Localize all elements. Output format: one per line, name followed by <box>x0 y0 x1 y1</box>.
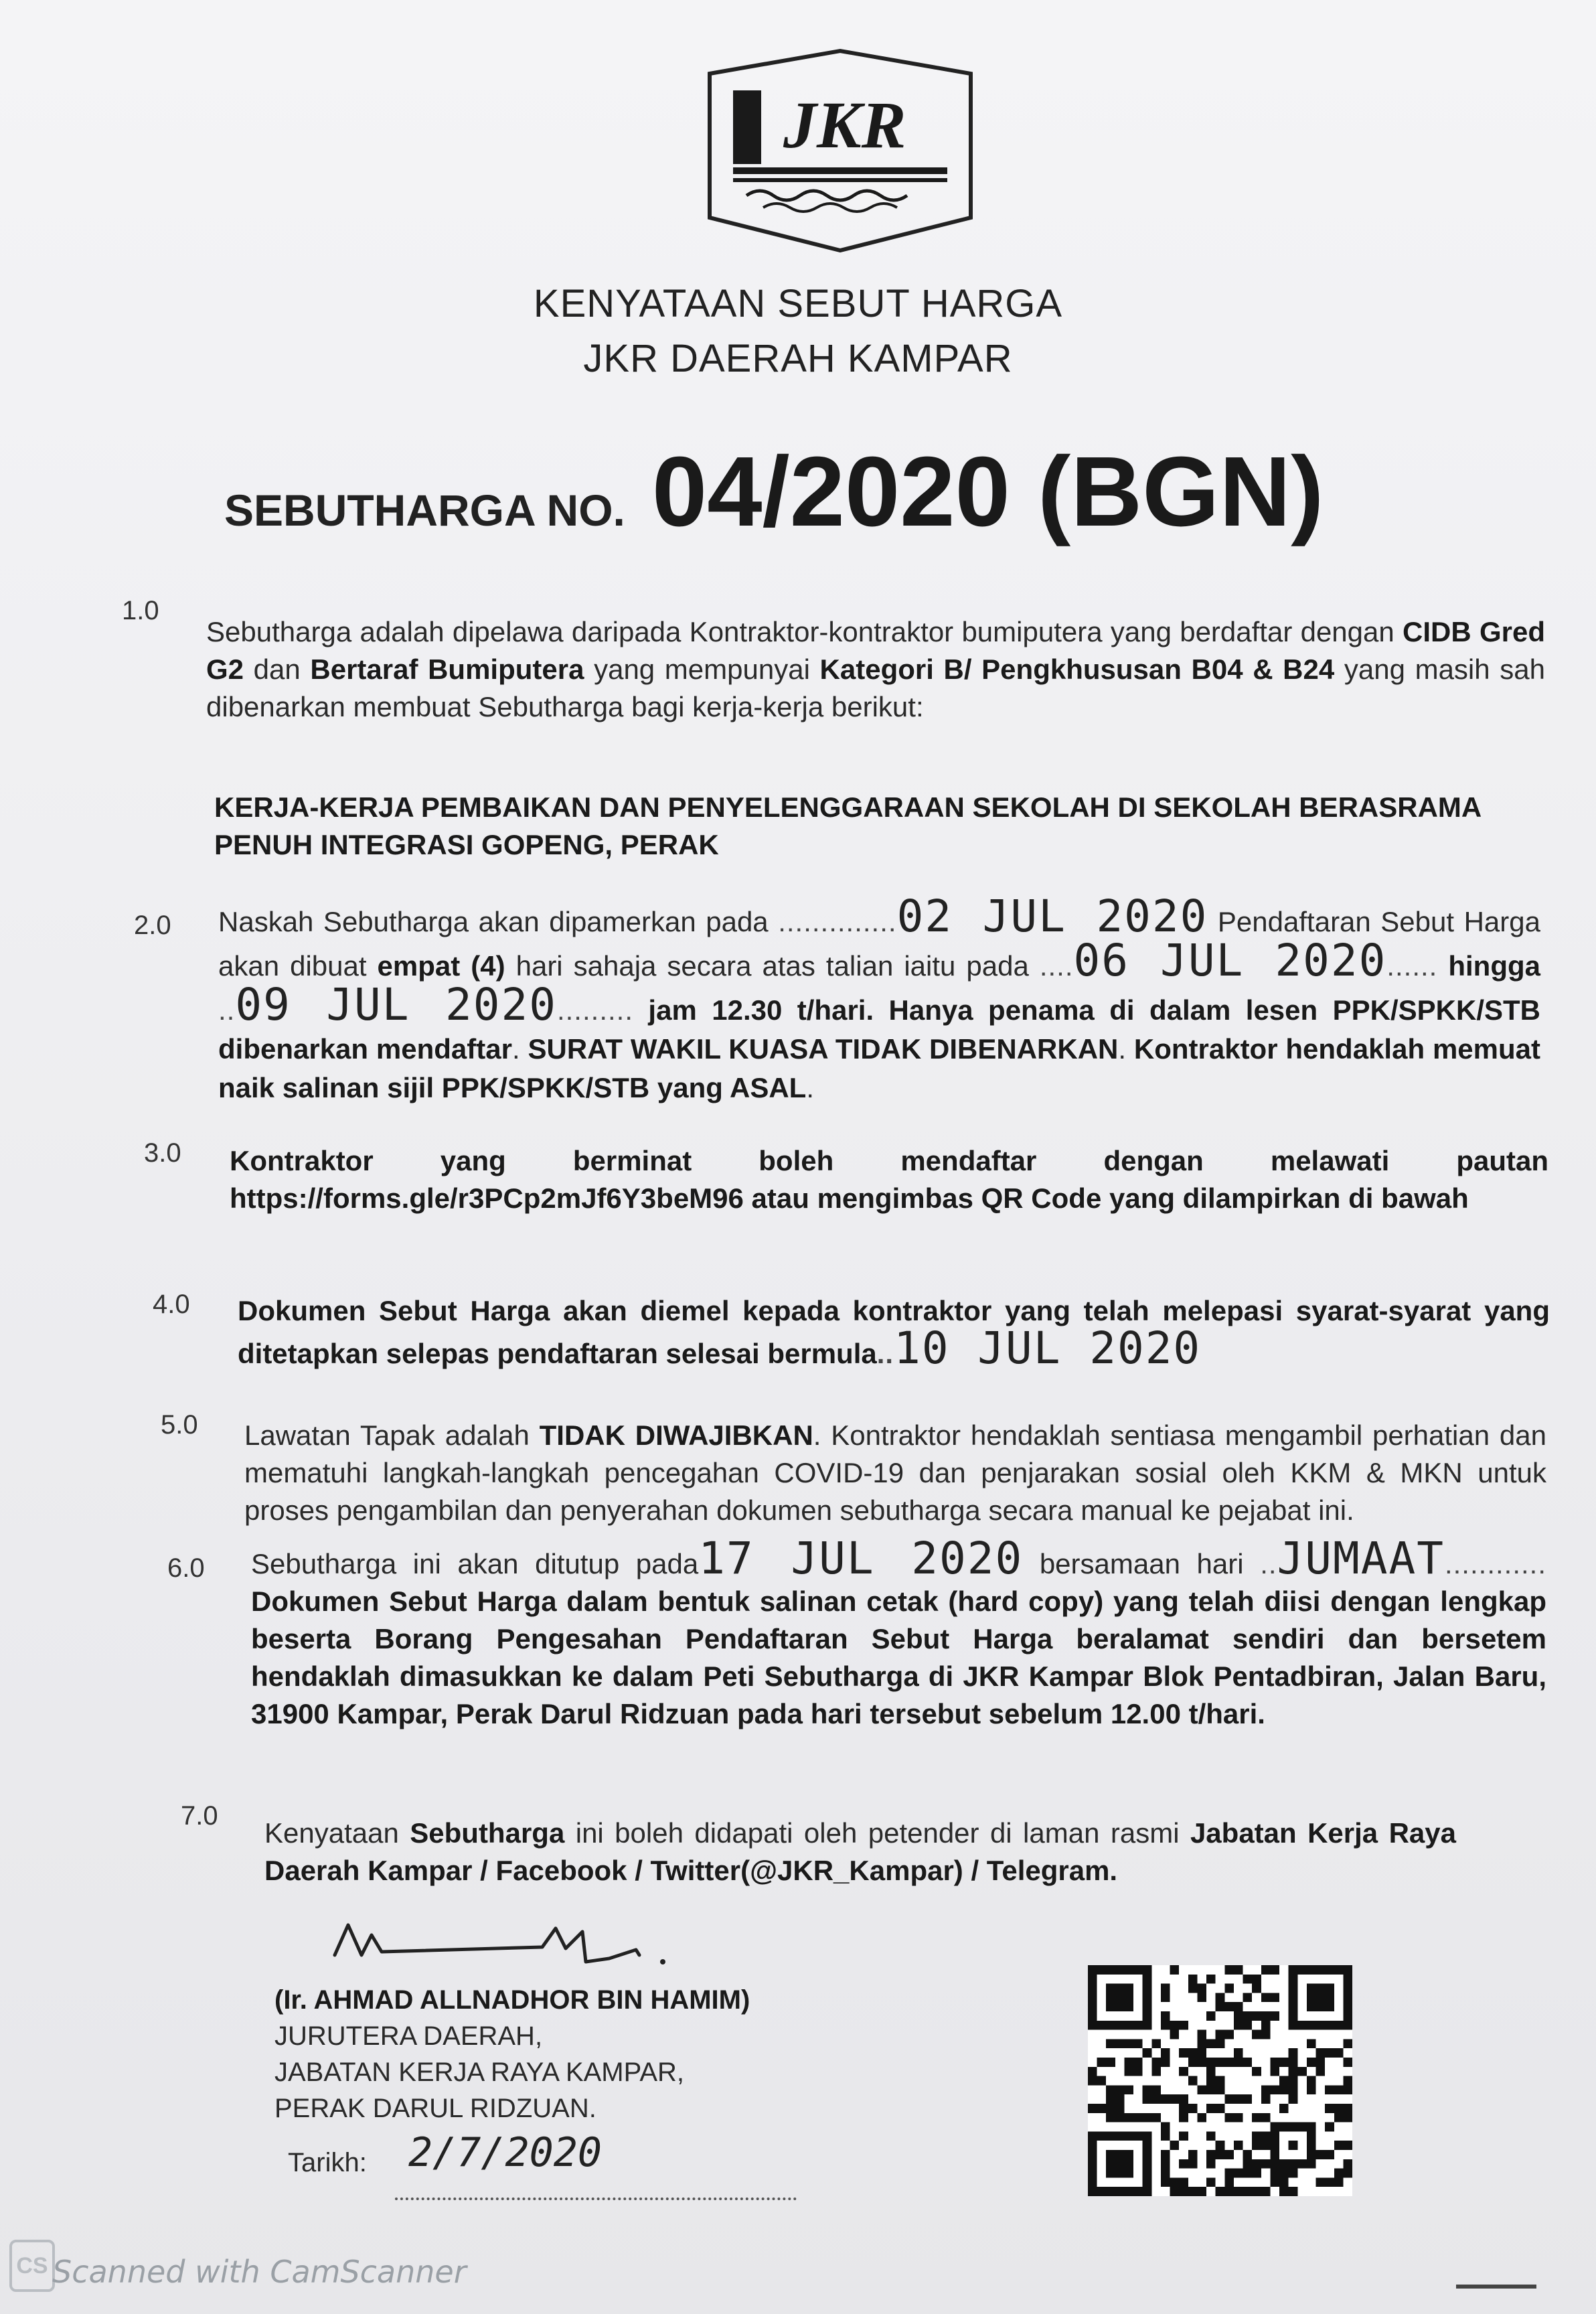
signatory-name: (Ir. AHMAD ALLNADHOR BIN HAMIM) <box>274 1985 750 2015</box>
signatory-state: PERAK DARUL RIDZUAN. <box>274 2094 596 2123</box>
scanner-watermark: Scanned with CamScanner <box>52 2254 467 2290</box>
sebutharga-number: 04/2020 (BGN) <box>651 437 1324 547</box>
section-number: 5.0 <box>161 1410 198 1440</box>
jkr-logo-icon <box>683 47 998 254</box>
section-4-paragraph: Dokumen Sebut Harga akan diemel kepada kontraktor yang telah melepasi syarat-syarat yang ditetapkan selepas pendaftaran selesai bermula..10 JUL 2020 <box>238 1295 1550 1374</box>
date-value: 2/7/2020 <box>408 2129 602 2176</box>
handwritten-date: 02 JUL 2020 <box>896 891 1208 942</box>
logo-text: JKR <box>783 88 906 162</box>
signatory-department: JABATAN KERJA RAYA KAMPAR, <box>274 2058 685 2087</box>
section-3-paragraph: Kontraktor yang berminat boleh mendaftar dengan melawati pautan https://forms.gle/r3PCp2mJf6Y3beM96 atau mengimbas QR Code yang dilampirkan di bawah <box>230 1145 1548 1214</box>
signatory-title: JURUTERA DAERAH, <box>274 2021 543 2051</box>
section-2-paragraph: Naskah Sebutharga akan dipamerkan pada ..............02 JUL 2020 Pendaftaran Sebut Harga akan dibuat empat (4) hari sahaja secara atas talian iaitu pada ....06 JUL 2020...... hingga ..09 JUL 2020......... jam 12.30 t/hari. Hanya penama di dalam lesen PPK/SPKK/STB dibenarkan mendaftar. SURAT WAKIL KUASA TIDAK DIBENARKAN. Kontraktor hendaklah memuat naik salinan sijil PPK/SPKK/STB yang ASAL. <box>218 891 1540 1103</box>
header-line-2: JKR DAERAH KAMPAR <box>583 337 1013 380</box>
section-number: 3.0 <box>144 1138 181 1168</box>
section-number: 6.0 <box>167 1553 205 1583</box>
signature-scribble <box>321 1908 696 1975</box>
handwritten-date: 10 JUL 2020 <box>894 1322 1202 1374</box>
section-7-paragraph: Kenyataan Sebutharga ini boleh didapati oleh petender di laman rasmi Jabatan Kerja Raya Daerah Kampar / Facebook / Twitter(@JKR_Kampar) / Telegram. <box>264 1817 1456 1886</box>
section-number: 1.0 <box>122 596 159 625</box>
camscanner-logo-icon: CS <box>9 2240 55 2292</box>
date-label: Tarikh: <box>288 2148 367 2177</box>
page-mark <box>1456 2285 1536 2289</box>
sebutharga-label: SEBUTHARGA NO. <box>224 485 625 535</box>
section-number: 7.0 <box>181 1801 218 1831</box>
signature-block <box>274 1982 750 2127</box>
qr-code-icon[interactable] <box>1088 1965 1352 2196</box>
section-5-paragraph: Lawatan Tapak adalah TIDAK DIWAJIBKAN. Kontraktor hendaklah sentiasa mengambil perhatian dan mematuhi langkah-langkah pencegahan COVID-19 dan penjarakan sosial oleh KKM & MKN untuk proses pengambilan dan penyerahan dokumen sebutharga secara manual ke pejabat ini. <box>244 1419 1546 1526</box>
work-title: KERJA-KERJA PEMBAIKAN DAN PENYELENGGARAAN SEKOLAH DI SEKOLAH BERASRAMA PENUH INTEGRASI GOPENG, PERAK <box>214 791 1481 860</box>
section-1-paragraph: Sebutharga adalah dipelawa daripada Kontraktor-kontraktor bumiputera yang berdaftar dengan CIDB Gred G2 dan Bertaraf Bumiputera yang mempunyai Kategori B/ Pengkhususan B04 & B24 yang masih sah dibenarkan membuat Sebutharga bagi kerja-kerja berikut: <box>206 616 1546 722</box>
date-underline <box>395 2197 797 2200</box>
handwritten-date: 09 JUL 2020 <box>235 979 557 1030</box>
section-number: 4.0 <box>153 1290 190 1319</box>
handwritten-day: JUMAAT <box>1277 1533 1445 1584</box>
section-6-paragraph: Sebutharga ini akan ditutup pada17 JUL 2020 bersamaan hari ..JUMAAT............ Dokumen Sebut Harga dalam bentuk salinan cetak (hard copy) yang telah diisi dengan lengkap beserta Borang Pengesahan Pendaftaran Sebut Harga beralamat sendiri dan bersetem hendaklah dimasukkan ke dalam Peti Sebutharga di JKR Kampar Blok Pentadbiran, Jalan Baru, 31900 Kampar, Perak Darul Ridzuan pada hari tersebut sebelum 12.00 t/hari. <box>251 1533 1546 1729</box>
section-number: 2.0 <box>134 911 171 940</box>
header-line-1: KENYATAAN SEBUT HARGA <box>533 282 1063 325</box>
handwritten-date: 06 JUL 2020 <box>1073 935 1387 986</box>
handwritten-date: 17 JUL 2020 <box>698 1533 1024 1584</box>
sebutharga-heading <box>224 435 1324 549</box>
